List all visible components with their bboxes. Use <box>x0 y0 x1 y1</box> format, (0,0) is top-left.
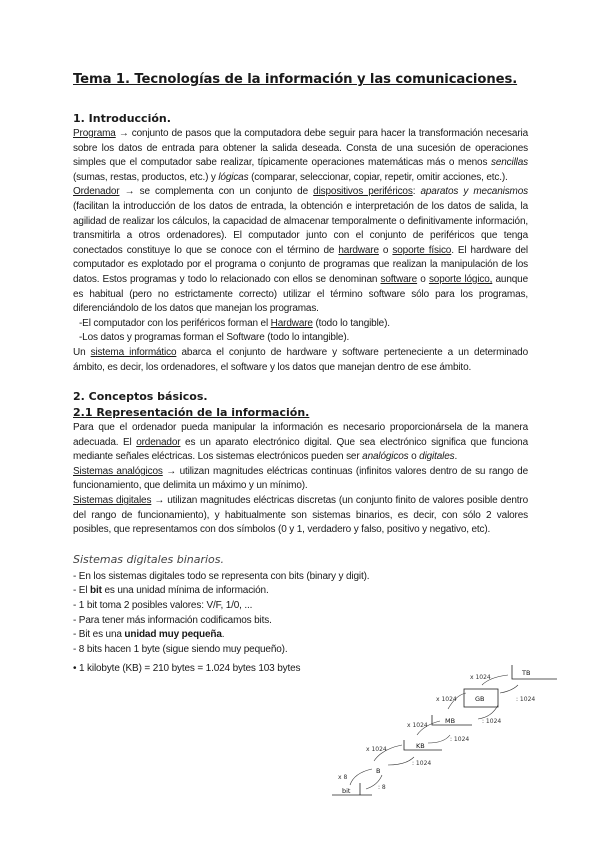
list-item-hardware <box>73 317 528 332</box>
paragraph-ordenador <box>73 185 528 316</box>
label-div1024-mb: : 1024 <box>482 718 502 725</box>
text-underline: hardware <box>338 244 379 256</box>
paragraph-sistema-informatico <box>73 346 528 375</box>
label-x1024-mb: x 1024 <box>407 722 428 729</box>
label-x1024-gb: x 1024 <box>436 696 457 703</box>
list-item: - En los sistemas digitales todo se representa con bits (binary y digit). <box>73 570 370 582</box>
text-underline: software <box>380 273 418 285</box>
text-em: lógicas <box>218 171 249 183</box>
text: → se complementa con un conjunto de <box>119 186 314 198</box>
text-underline: Hardware <box>270 317 313 329</box>
text: . El hardware del computador es explotado por el programa o conjunto de programas que realizan la manipulación de los datos. Estos programas y todo lo relacionado con ellos se denominan <box>73 244 528 285</box>
text-underline: sistema informático <box>90 346 177 358</box>
text-underline: soporte lógico, <box>428 273 493 285</box>
spacer <box>73 375 528 389</box>
text: → utilizan magnitudes eléctricas discretas (un conjunto finito de valores posible dentro del rango de funcionamiento), y habitualmente son sistemas binarios, es decir, con sólo 2 valores posibles, que representamos con dos símbolos (0 y 1, verdadero y falso, positivo y negativo, etc). <box>73 495 528 536</box>
text: o <box>378 244 393 256</box>
text: → conjunto de pasos que la computadora debe seguir para hacer la transformación necesaria sobre los datos de entrada para obtener la salida deseada. Consta de una sucesión de operaciones simples que el computador sabe realizar, típicamente operaciones matemáticas más o menos <box>73 128 528 169</box>
text-em: aparatos y mecanismos <box>420 186 528 198</box>
term-ordenador: Ordenador <box>73 186 120 198</box>
text: → utilizan magnitudes eléctricas continuas (infinitos valores dentro de su rango de funcionamiento, que delimita un máximo y un mínimo). <box>73 465 528 492</box>
units-staircase-diagram <box>332 665 562 805</box>
text-bold: unidad muy pequeña <box>124 629 222 641</box>
text: (sumas, restas, productos, etc.) y <box>73 171 219 183</box>
text-em: sencillas <box>491 157 528 169</box>
subtitle-binarios: Sistemas digitales binarios. <box>73 552 225 566</box>
text: Para que el ordenador pueda manipular la información es necesario proporcionársela de la manera adecuada. El <box>73 422 528 448</box>
label-div1024-kb: : 1024 <box>450 736 470 743</box>
label-x1024-kb: x 1024 <box>366 746 387 753</box>
text: aunque es habitual (pero no estrictamente correcto) utilizar el término software sólo para los programas, diferenciándolo de los datos que manejan los programas. <box>73 273 528 315</box>
text: (comparar, seleccionar, copiar, repetir, omitir acciones, etc.). <box>248 171 508 183</box>
list-item: - 8 bits hacen 1 byte (sigue siendo muy pequeño). <box>73 643 288 655</box>
unit-bit: bit <box>342 787 351 795</box>
unit-mb: MB <box>445 717 456 725</box>
text: : <box>412 186 421 198</box>
arrow-div1024-b <box>388 757 414 765</box>
bullet-list <box>73 570 531 677</box>
list-item: - 1 bit toma 2 posibles valores: V/F, 1/0, ... <box>73 600 253 612</box>
text: o <box>408 451 420 463</box>
label-x1024-tb: x 1024 <box>470 674 491 681</box>
paragraph-representacion <box>73 421 528 465</box>
unit-kb: KB <box>416 742 425 750</box>
units-diagram-svg <box>332 665 562 805</box>
paragraph-digitales <box>73 494 528 538</box>
text: . <box>454 451 458 463</box>
label-div1024-b: : 1024 <box>412 760 432 767</box>
list-item <box>73 628 528 643</box>
unit-tb: TB <box>522 669 531 677</box>
text: (facilitan la introducción de los datos de entrada, la obtención e interpretación de los datos de salida, la agilidad de realizar los cálculos, la capacidad de almacenar temporalmente o definitivamente información, transmitirla a otros ordenadores). El computador junto con el conjunto de periféricos que tenga conectados constituye lo que se conoce con el término de <box>73 200 528 256</box>
unit-gb: GB <box>475 695 485 703</box>
document-page <box>73 72 531 677</box>
list-item-software: -Los datos y programas forman el Software (todo lo intangible). <box>79 332 350 344</box>
text: - Bit es una <box>73 629 125 641</box>
term-analogicos: Sistemas analógicos <box>73 465 163 477</box>
arrow-div1024-kb <box>428 735 450 743</box>
list-item <box>73 584 528 599</box>
text: es un aparato electrónico digital. Que sea electrónico significa que funciona mediante señales eléctricas. Los sistemas electrónicos pueden ser <box>73 436 528 463</box>
text: es una unidad mínima de información. <box>101 585 269 597</box>
list-item: - Para tener más información codificamos bits. <box>73 614 272 626</box>
text: o <box>417 273 429 285</box>
text: -El computador con los periféricos forman el <box>79 317 271 329</box>
tb-step <box>512 665 557 679</box>
text-em: analógicos <box>362 451 409 463</box>
label-div8: : 8 <box>378 784 386 791</box>
text: . <box>221 629 225 641</box>
paragraph-programa <box>73 127 528 185</box>
subsection-heading-representacion: 2.1 Representación de la información. <box>73 406 310 420</box>
arrow-div1024-gb <box>500 685 518 693</box>
label-div1024-gb: : 1024 <box>516 696 536 703</box>
text: Un <box>73 346 91 358</box>
list-item-kilobyte: • 1 kilobyte (KB) = 210 bytes = 1.024 bytes 103 bytes <box>73 663 301 675</box>
text: (todo lo tangible). <box>312 317 390 329</box>
section-heading-intro: 1. Introducción. <box>73 112 171 125</box>
label-x8: x 8 <box>338 774 348 781</box>
text: abarca el conjunto de hardware y software perteneciente a un determinado ámbito, es decir, los ordenadores, el software y los datos que manejan dentro de ese ámbito. <box>73 346 528 373</box>
unit-b: B <box>376 767 381 775</box>
text-underline: soporte físico <box>392 244 452 256</box>
arrow-x8 <box>350 769 372 785</box>
term-programa: Programa <box>73 128 116 139</box>
text-underline: dispositivos periféricos <box>313 186 413 198</box>
term-digitales: Sistemas digitales <box>73 495 152 507</box>
text-bold: bit <box>90 585 102 597</box>
text: - El <box>73 585 91 597</box>
text-underline: ordenador <box>136 436 181 448</box>
section-heading-conceptos: 2. Conceptos básicos. <box>73 390 208 404</box>
page-title: Tema 1. Tecnologías de la información y las comunicaciones. <box>73 72 518 87</box>
text-em: digitales <box>419 451 455 463</box>
paragraph-analogicos <box>73 465 528 494</box>
